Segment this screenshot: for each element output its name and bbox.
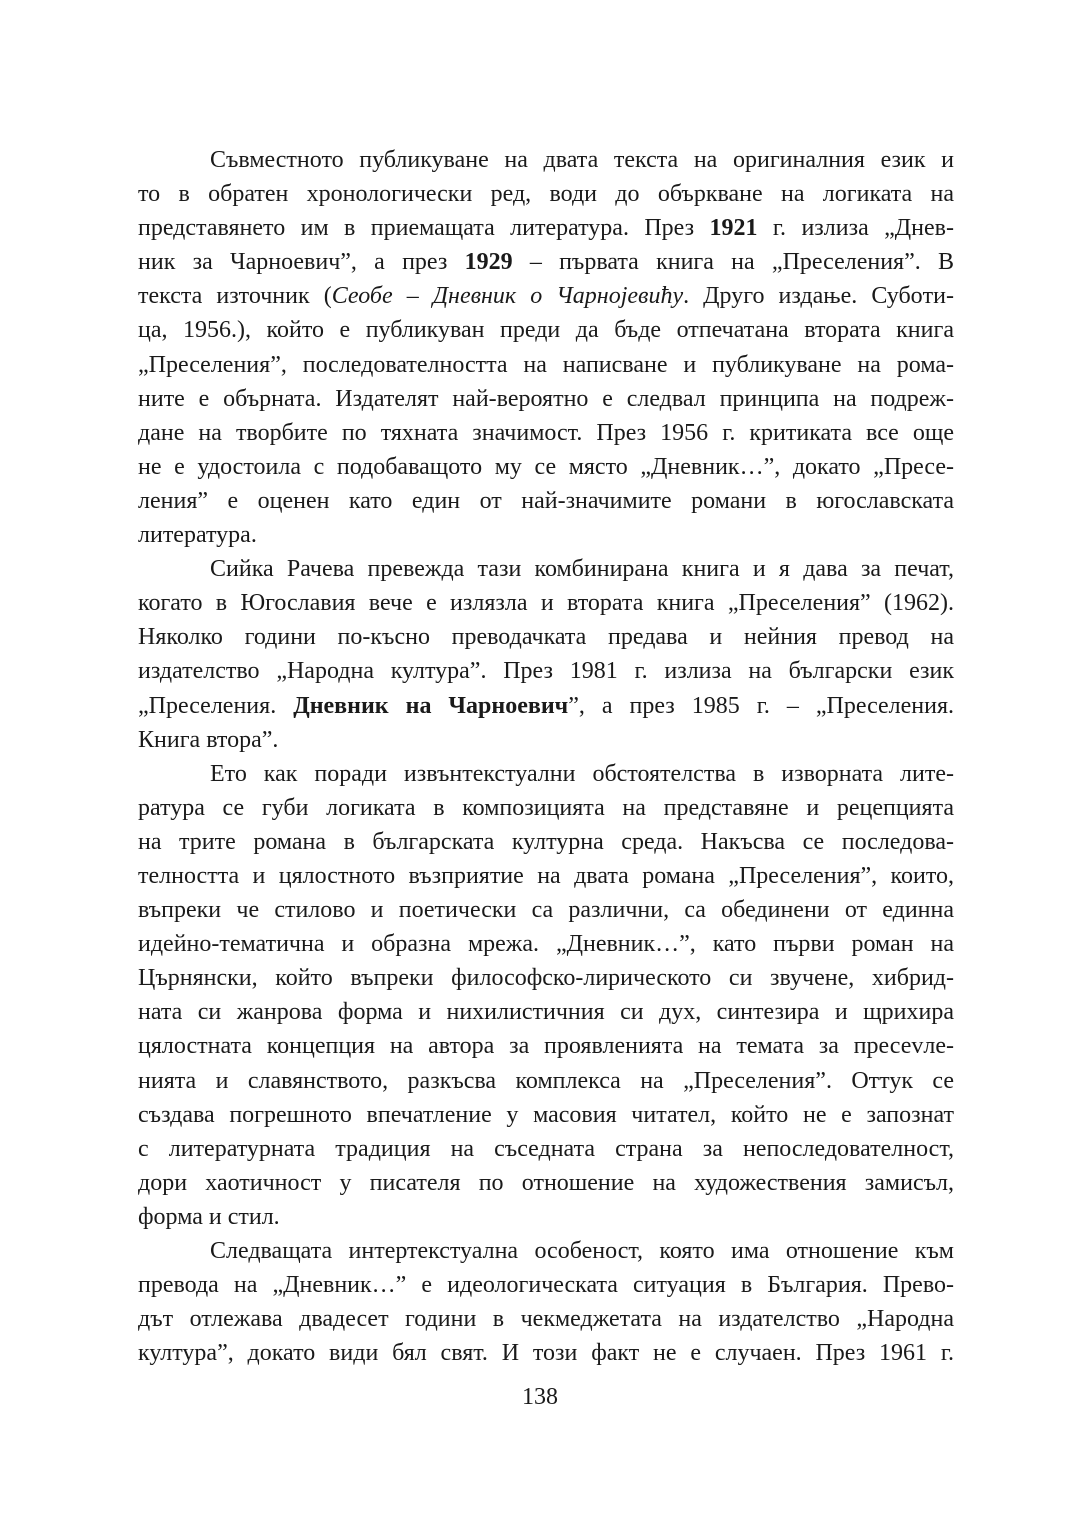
text-line: Сийка Рачева превежда тази комбинирана книга и я дава за печат, bbox=[210, 556, 954, 583]
text-line: „Преселения. Дневник на Чарноевич”, а през 1985 г. – „Преселения. bbox=[138, 692, 955, 719]
text-line: текста източник (Сеобе – Дневник о Чарнојевићу. Друго издање. Субoти- bbox=[138, 283, 954, 310]
text-line: то в обратен хронологически ред, води до объркване на логиката на bbox=[138, 181, 954, 208]
text-line: ца, 1956.), който е публикуван преди да бъде отпечатана втората книга bbox=[138, 317, 954, 344]
text-line: Следващата интертекстуална особеност, която има отношение към bbox=[210, 1238, 954, 1264]
page-body bbox=[138, 143, 954, 1370]
text-line: ните е обърната. Издателят най-вероятно е следвал принципа на подреж- bbox=[138, 385, 954, 412]
text-line: култура”, докато види бял свят. И този факт не е случаен. През 1961 г. bbox=[138, 1340, 954, 1367]
text-line: превода на „Дневник…” е идеологическата ситуация в България. Прево- bbox=[138, 1272, 954, 1299]
text-line: Ето как поради извънтекстуални обстоятелства в изворната лите- bbox=[210, 760, 954, 787]
text-line: нията и славянството, разкъсва комплекса на „Преселения”. Оттук се bbox=[138, 1067, 954, 1094]
text-line: ратура се губи логиката в композицията на представяне и рецепцията bbox=[138, 794, 954, 821]
text-line: идейно-тематична и образна мрежа. „Дневник…”, като първи роман на bbox=[138, 931, 954, 958]
text-line: „Преселения”, последователността на написване и публикуване на рома- bbox=[138, 351, 954, 378]
text-line: Съвместното публикуване на двата текста на оригиналния език и bbox=[210, 147, 954, 173]
text-line: с литературната традиция на съседната страна за непоследователност, bbox=[138, 1135, 954, 1162]
text-line: ник за Чарноевич”, а през 1929 – първата книга на „Преселения”. В bbox=[138, 249, 955, 276]
text-line: телността и цялостното възприятие на двата романа „Преселения”, които, bbox=[138, 862, 954, 889]
text-line: литература. bbox=[138, 522, 257, 549]
text-line: ления” е оценен като един от най-значимите романи в югославската bbox=[138, 487, 954, 514]
paragraph-1 bbox=[138, 143, 954, 552]
text-line: когато в Югославия вече е излязла и втората книга „Преселения” (1962). bbox=[138, 590, 954, 617]
paragraph-4 bbox=[138, 1234, 954, 1370]
text-line: цялостната концепция на автора за проявленията на темата за пресеvле- bbox=[138, 1033, 954, 1060]
text-line: представянето им в приемащата литература. През 1921 г. излиза „Днев- bbox=[138, 215, 954, 242]
paragraph-3 bbox=[138, 757, 954, 1234]
paragraph-2 bbox=[138, 552, 954, 757]
text-line: издателство „Народна култура”. През 1981 г. излиза на български език bbox=[138, 658, 954, 685]
text-line: не е удостоила с подобаващото му се място „Дневник…”, докато „Пресе- bbox=[138, 453, 954, 480]
text-line: ната си жанрова форма и нихилистичния си дух, синтезира и щрихира bbox=[138, 999, 954, 1026]
text-line: форма и стил. bbox=[138, 1203, 280, 1230]
text-line: на трите романа в българската културна среда. Накъсва се последова- bbox=[138, 828, 954, 855]
text-line: въпреки че стилово и поетически са различни, са обединени от единна bbox=[138, 897, 954, 924]
text-line: дът отлежава двадесет години в чекмеджетата на издателство „Народна bbox=[138, 1306, 954, 1333]
text-line: Книга втора”. bbox=[138, 726, 279, 753]
text-line: дори хаотичност у писателя по отношение на художествения замисъл, bbox=[138, 1169, 954, 1196]
text-line: Няколко години по-късно преводачката предава и нейния превод на bbox=[138, 624, 954, 651]
text-line: дане на творбите по тяхната значимост. През 1956 г. критиката все още bbox=[138, 419, 954, 446]
page-number: 138 bbox=[522, 1384, 558, 1410]
text-line: създава погрешното впечатление у масовия читател, който не е запознат bbox=[138, 1101, 954, 1128]
text-line: Църнянски, който въпреки философско-лирическото си звучене, хибрид- bbox=[138, 965, 954, 992]
